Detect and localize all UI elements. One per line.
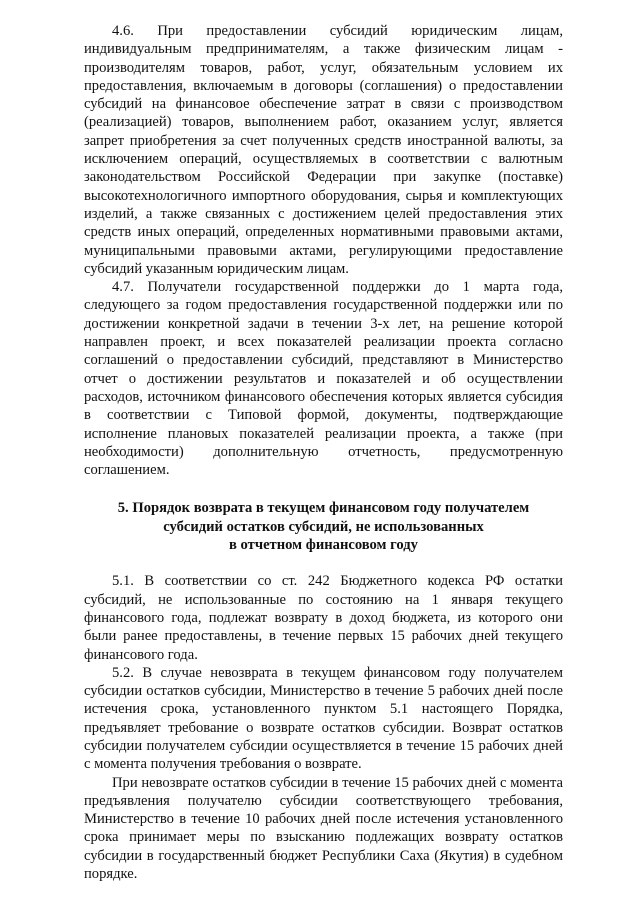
paragraph-4-6: 4.6. При предоставлении субсидий юридическим лицам, индивидуальным предпринимателям, а также физическим лицам - производителям товаров, работ, услуг, обязательным условием их предоставления, включаемым в договоры (соглашения) о предоставлении субсидий на финансовое обеспечение затрат в связи с производством (реализацией) товаров, выполнением работ, оказанием услуг, является запрет приобретения за счет полученных средств иностранной валюты, за исключением операций, осуществляемых в соответствии с валютным законодательством Российской Федерации при закупке (поставке) высокотехнологичного импортного оборудования, сырья и комплектующих изделий, а также связанных с достижением целей предоставления этих средств иных операций, определенных нормативными правовыми актами, муниципальными правовыми актами, регулирующими предоставление субсидий указанным юридическим лицам.: [84, 23, 563, 277]
section-5-heading: [84, 499, 563, 554]
paragraph-5-1: 5.1. В соответствии со ст. 242 Бюджетного кодекса РФ остатки субсидий, не использованные по состоянию на 1 января текущего финансового года, подлежат возврату в доход бюджета, из которого они были ранее предоставлены, в течение первых 15 рабочих дней текущего финансового года.: [84, 573, 563, 663]
document-page: [84, 22, 563, 883]
paragraph-5-2: 5.2. В случае невозврата в текущем финансовом году получателем субсидии остатков субсидии, Министерство в течение 5 рабочих дней после истечения срока, установленного пунктом 5.1 настоящего Порядка, предъявляет требование о возврате остатков субсидии. Возврат остатков субсидии получателем субсидии осуществляется в течение 15 рабочих дней с момента получения требования о возврате.: [84, 664, 563, 773]
paragraph-4-7: 4.7. Получатели государственной поддержки до 1 марта года, следующего за годом предоставления государственной поддержки или по достижении конкретной задачи в течении 3-х лет, на решение которой направлен проект, и всех показателей реализации проекта согласно соглашений о предоставлении субсидий, представляют в Министерство отчет о достижении результатов и показателей и об осуществлении расходов, источником финансового обеспечения которых является субсидия в соответствии с Типовой формой, документы, подтверждающие исполнение плановых показателей реализации проекта, а также (при необходимости) дополнительную отчетность, предусмотренную соглашением.: [84, 279, 563, 479]
section-heading-line-3: в отчетном финансовом году: [229, 537, 418, 554]
paragraph-5-2-continued: При невозврате остатков субсидии в течение 15 рабочих дней с момента предъявления получателю субсидии соответствующего требования, Министерство в течение 10 рабочих дней после истечения установленного срока принимает меры по взысканию подлежащих возврату остатков субсидии в государственный бюджет Республики Саха (Якутия) в судебном порядке.: [84, 774, 563, 883]
section-heading-line-2: субсидий остатков субсидий, не использованных: [163, 518, 484, 535]
section-heading-line-1: 5. Порядок возврата в текущем финансовом году получателем: [117, 500, 530, 517]
